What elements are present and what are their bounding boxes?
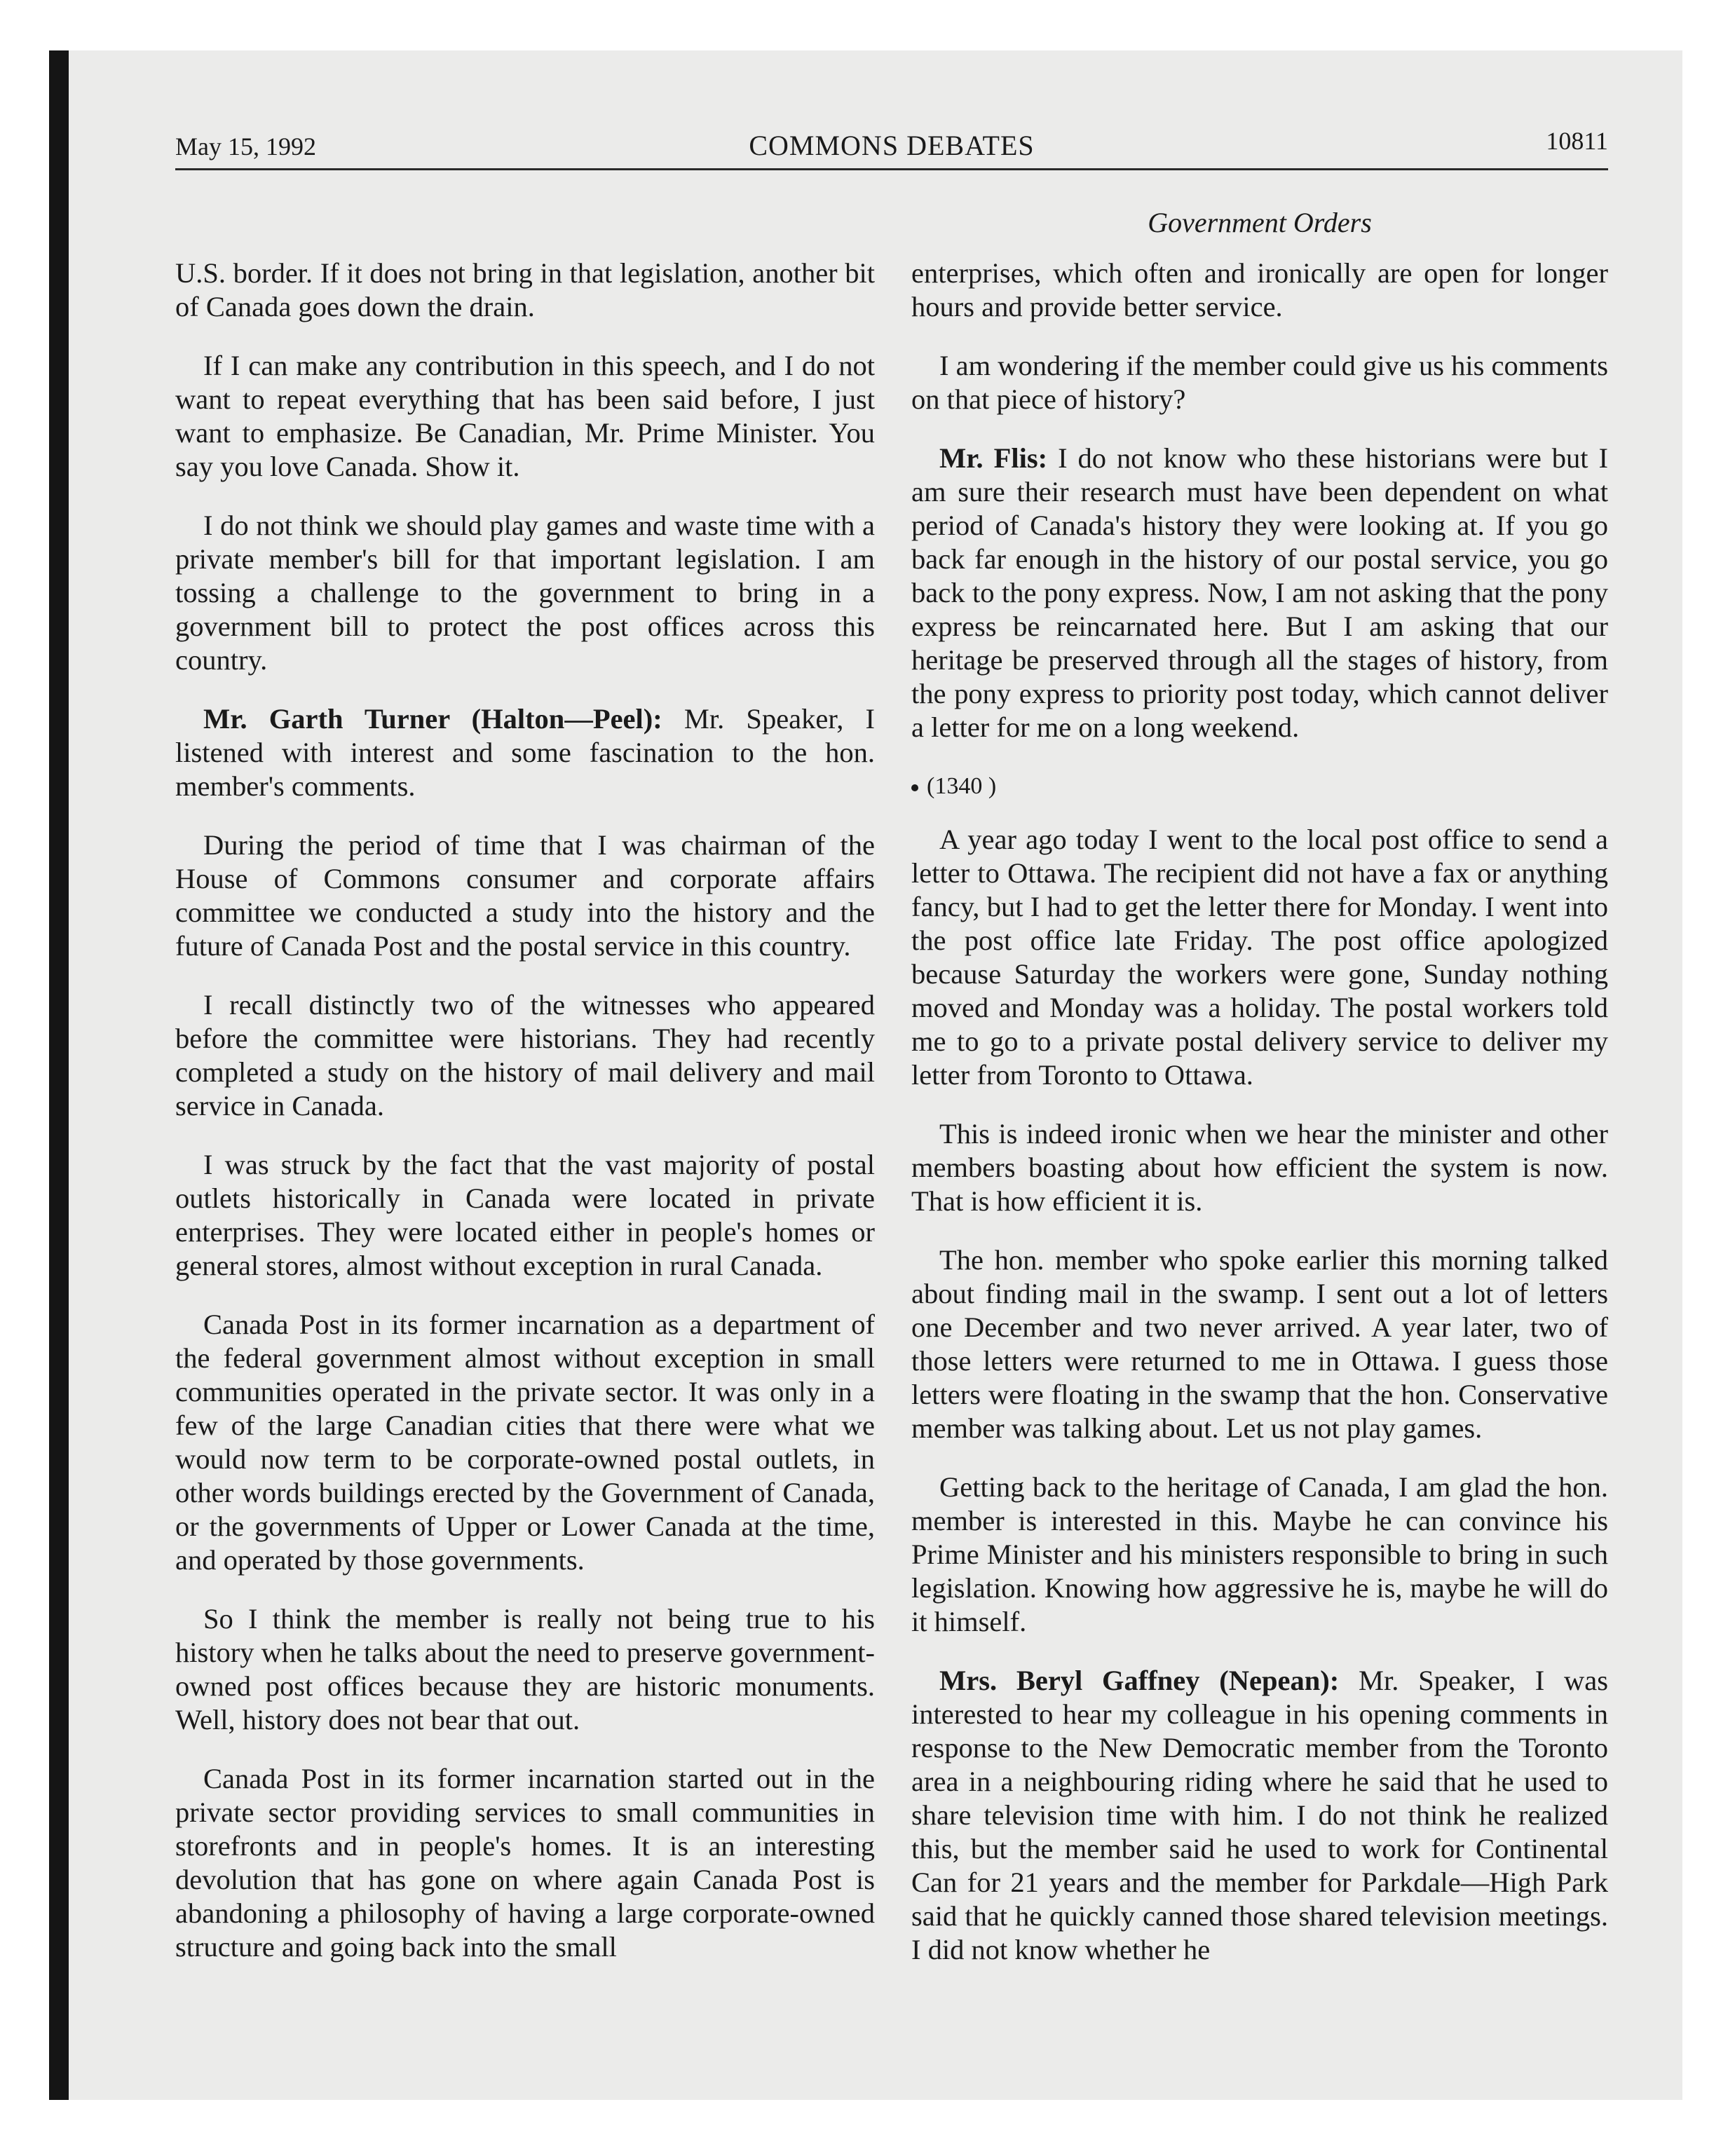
paragraph-text: I recall distinctly two of the witnesses who appeared before the committee were historians. They had recently completed a study on the history of mail delivery and mail service in Canada. <box>175 989 875 1121</box>
paragraph-text: This is indeed ironic when we hear the minister and other members boasting about how efficient the system is now. That is how efficient it is. <box>911 1118 1608 1217</box>
paragraph-text: I am wondering if the member could give us his comments on that piece of history? <box>911 350 1608 415</box>
paragraph-text: enterprises, which often and ironically are open for longer hours and provide better service. <box>911 257 1608 322</box>
paragraph <box>911 1664 1608 1967</box>
paragraph-text: I was struck by the fact that the vast majority of postal outlets historically in Canada were located in private enterprises. They were located either in people's homes or general stores, almost without exception in rural Canada. <box>175 1149 875 1281</box>
paragraph <box>911 257 1608 324</box>
paragraph <box>911 442 1608 744</box>
paragraph-text: U.S. border. If it does not bring in that legislation, another bit of Canada goes down the drain. <box>175 257 875 322</box>
bullet-icon <box>911 784 918 791</box>
paragraph <box>175 257 875 324</box>
paragraph <box>175 1602 875 1737</box>
paragraph-text: A year ago today I went to the local post office to send a letter to Ottawa. The recipient did not have a fax or anything fancy, but I had to get the letter there for Monday. I went into the post office late Friday. The post office apologized because Saturday the workers were gone, Sunday nothing moved and Monday was a holiday. The postal workers told me to go to a private postal delivery service to deliver my letter from Toronto to Ottawa. <box>911 824 1608 1091</box>
speaker-name: Mr. Flis: <box>939 442 1048 474</box>
header-title: COMMONS DEBATES <box>749 130 1035 161</box>
paragraph <box>911 1471 1608 1639</box>
left-column <box>175 257 875 1989</box>
paragraph-text: During the period of time that I was chairman of the House of Commons consumer and corporate affairs committee we conducted a study into the history and the future of Canada Post and the postal service in this country. <box>175 829 875 962</box>
time-marker <box>911 770 1608 803</box>
paragraph-text: The hon. member who spoke earlier this morning talked about finding mail in the swamp. I sent out a lot of letters one December and two never arrived. A year later, two of those letters were returned to me in Ottawa. I guess those letters were floating in the swamp that the hon. Conservative member was talking about. Let us not play games. <box>911 1244 1608 1444</box>
paragraph <box>911 1117 1608 1218</box>
paragraph-text: So I think the member is really not being true to his history when he talks about the need to preserve government-owned post offices because they are historic monuments. Well, history does not bear that out. <box>175 1603 875 1735</box>
paragraph <box>911 823 1608 1092</box>
paragraph <box>175 509 875 677</box>
speaker-name: Mrs. Beryl Gaffney (Nepean): <box>939 1665 1340 1696</box>
right-column <box>911 257 1608 1992</box>
paragraph <box>175 1308 875 1577</box>
paragraph <box>175 349 875 484</box>
paragraph-text: Mr. Speaker, I was interested to hear my colleague in his opening comments in response to the New Democratic member from the Toronto area in a neighbouring riding where he said that he used to share television time with him. I do not think he realized this, but the member said he used to work for Continental Can for 21 years and the member for Parkdale—High Park said that he quickly canned those shared television meetings. I did not know whether he <box>911 1665 1608 1965</box>
speaker-name: Mr. Garth Turner (Halton—Peel): <box>203 703 662 735</box>
paragraph-text: I do not know who these historians were but I am sure their research must have been dependent on what period of Canada's history they were looking at. If you go back far enough in the history of our postal service, you go back to the pony express. Now, I am not asking that the pony express be reincarnated here. But I am asking that our heritage be preserved through all the stages of history, from the pony express to priority post today, which cannot deliver a letter for me on a long weekend. <box>911 442 1609 743</box>
paragraph-text: I do not think we should play games and waste time with a private member's bill for that important legislation. I am tossing a challenge to the government to bring in a government bill to protect the post offices across this country. <box>175 510 875 676</box>
paragraph <box>175 828 875 963</box>
paragraph-text: Canada Post in its former incarnation started out in the private sector providing services to small communities in storefronts and in people's homes. It is an interesting devolution that has gone on where again Canada Post is abandoning a philosophy of having a large corporate-owned structure and going back into the small <box>175 1763 875 1963</box>
section-title: Government Orders <box>1148 207 1372 238</box>
header-date: May 15, 1992 <box>175 132 316 161</box>
paragraph <box>175 1762 875 1964</box>
paragraph-text: Mr. Speaker, I listened with interest and some fascination to the hon. member's comments. <box>175 703 875 802</box>
paragraph <box>175 988 875 1123</box>
header-page-number: 10811 <box>1546 127 1608 155</box>
paragraph-text: Getting back to the heritage of Canada, I am glad the hon. member is interested in this. Maybe he can convince his Prime Minister and his ministers responsible to bring in such legislation. Knowing how aggressive he is, maybe he will do it himself. <box>911 1471 1608 1637</box>
paragraph <box>175 1148 875 1283</box>
paragraph-text: If I can make any contribution in this speech, and I do not want to repeat everything that has been said before, I just want to emphasize. Be Canadian, Mr. Prime Minister. You say you love Canada. Show it. <box>175 350 875 482</box>
header-rule <box>175 168 1608 170</box>
paragraph-text: Canada Post in its former incarnation as a department of the federal government almost without exception in small communities operated in the private sector. It was only in a few of the large Canadian cities that there were what we would now term to be corporate-owned postal outlets, in other words buildings erected by the Government of Canada, or the governments of Upper or Lower Canada at the time, and operated by those governments. <box>175 1309 875 1576</box>
page-header <box>175 126 1608 168</box>
paragraph <box>175 702 875 803</box>
paragraph <box>911 349 1608 416</box>
time-marker-text: (1340 ) <box>927 773 997 799</box>
paragraph <box>911 1243 1608 1445</box>
